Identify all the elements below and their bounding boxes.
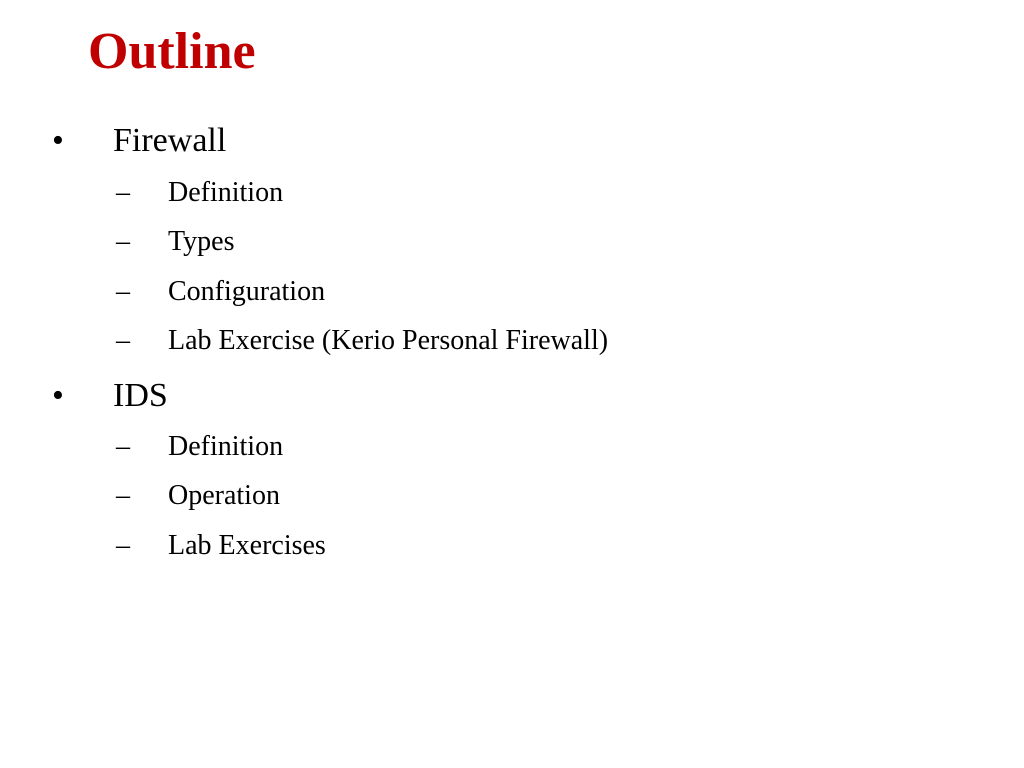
dash-icon: –: [116, 226, 130, 257]
bullet-icon: •: [52, 122, 64, 159]
dash-icon: –: [116, 325, 130, 356]
bullet-label: Firewall: [113, 122, 227, 159]
sub-bullet-label: Configuration: [168, 276, 326, 307]
bullet-label: IDS: [113, 377, 168, 414]
sub-bullet-label: Types: [168, 226, 235, 257]
dash-icon: –: [116, 480, 130, 511]
dash-icon: –: [116, 530, 130, 561]
bullet-icon: •: [52, 377, 64, 414]
sub-bullet-label: Lab Exercises: [168, 530, 326, 561]
sub-bullet-label: Operation: [168, 480, 280, 511]
dash-icon: –: [116, 431, 130, 462]
sub-bullet-label: Definition: [168, 431, 284, 462]
sub-bullet-label: Lab Exercise (Kerio Personal Firewall): [168, 325, 609, 356]
dash-icon: –: [116, 177, 130, 208]
dash-icon: –: [116, 276, 130, 307]
sub-bullet-label: Definition: [168, 177, 284, 208]
slide-title: Outline: [88, 23, 256, 80]
